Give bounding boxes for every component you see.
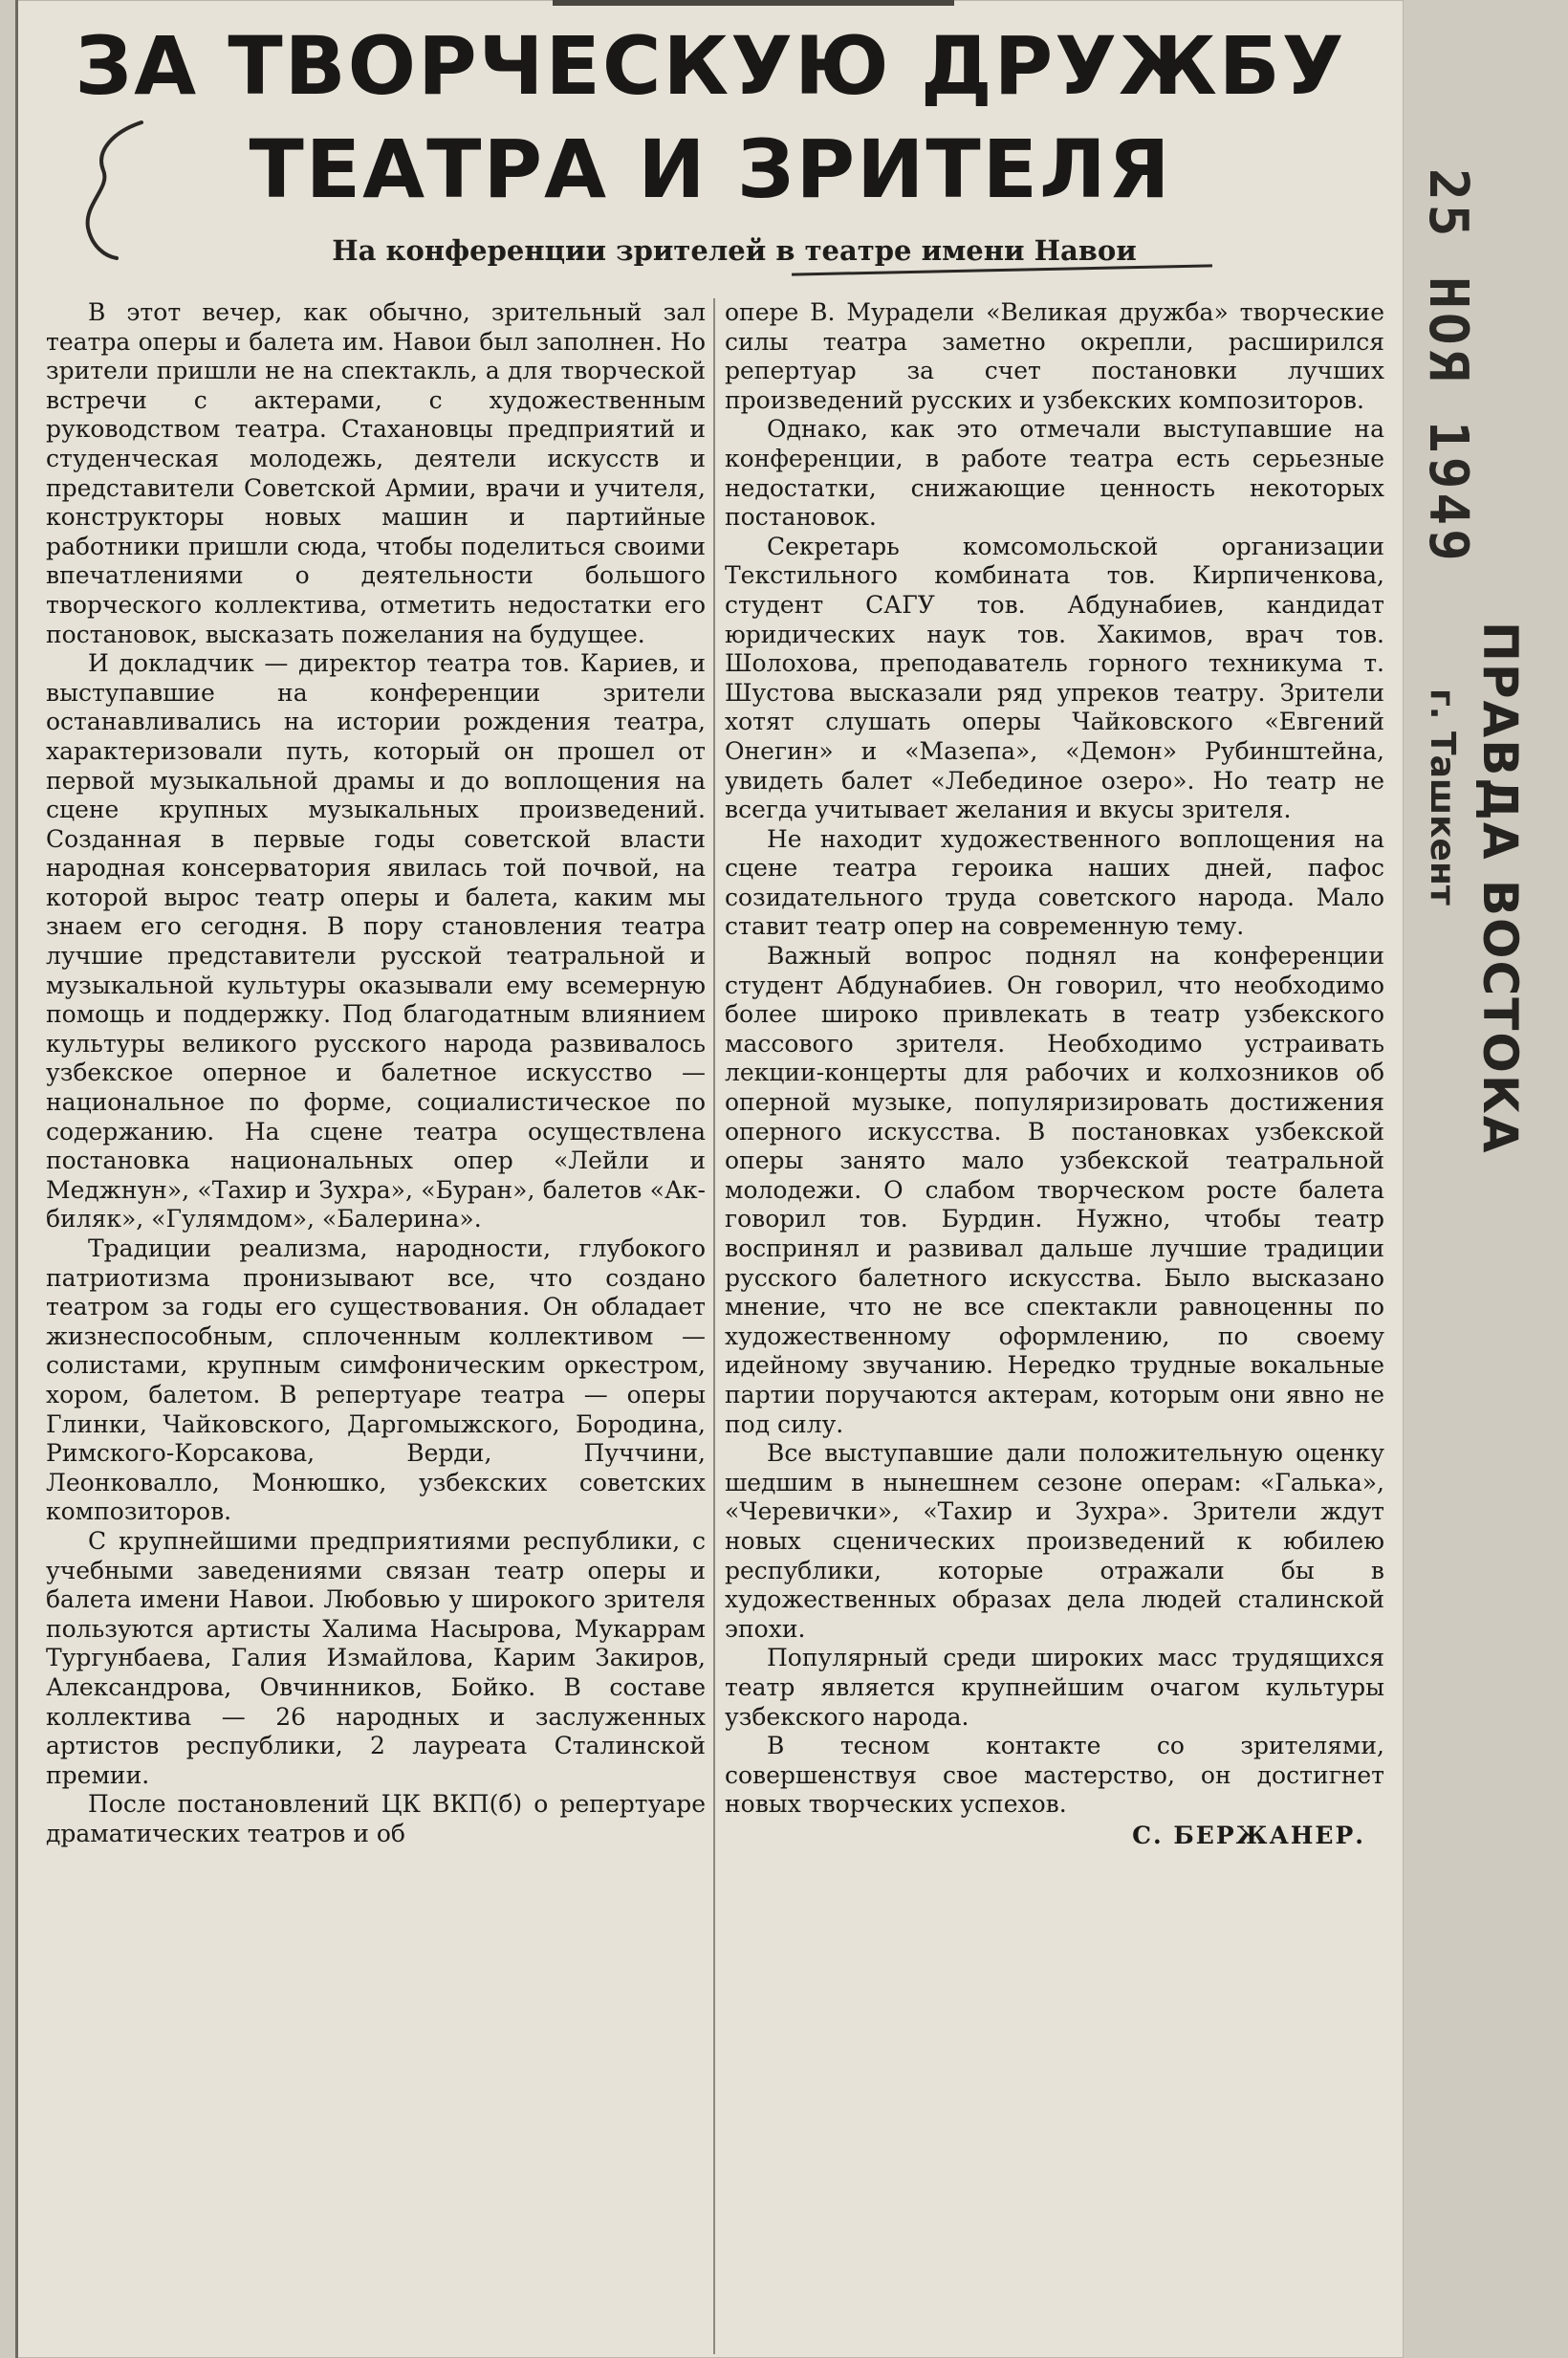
paragraph: С крупнейшими предприятиями республики, с учебными заведениями связан театр оперы и балета имени Навои. Любовью у широкого зрителя пользуются артисты Халима Насырова, Мукаррам Тургунбаева, Галия Измайлова, Карим Закиров, Александрова, Овчинников, Бойко. В составе коллектива — 26 народных и заслуженных артистов республики, 2 лауреата Сталинской премии. <box>46 1526 706 1789</box>
paragraph: Секретарь комсомольской организации Текстильного комбината тов. Кирпиченкова, студент САГУ тов. Абдунабиев, кандидат юридических наук тов. Хакимов, врач тов. Шолохова, преподаватель горного техникума т. Шустова высказали ряд упреков театру. Зрители хотят слушать оперы Чайковского «Евгений Онегин» и «Мазепа», «Демон» Рубинштейна, увидеть балет «Лебединое озеро». Но театр не всегда учитывает желания и вкусы зрителя. <box>725 532 1384 824</box>
author-signature: С. БЕРЖАНЕР. <box>1132 1821 1365 1849</box>
newspaper-clipping <box>17 0 1404 2358</box>
headline-line-1: ЗА ТВОРЧЕСКУЮ ДРУЖБУ <box>75 19 1346 113</box>
top-rule <box>553 0 954 6</box>
headline-line-2: ТЕАТРА И ЗРИТЕЛЯ <box>249 122 1172 216</box>
paragraph: Важный вопрос поднял на конференции студент Абдунабиев. Он говорил, что необходимо более широко привлекать в театр узбекского массового зрителя. Необходимо устраивать лекции-концерты для рабочих и колхозников об оперной музыке, популяризировать достижения оперного искусства. В постановках узбекской оперы занято мало узбекской театральной молодежи. О слабом творческом росте балета говорил тов. Бурдин. Нужно, чтобы театр воспринял и развивал дальше лучшие традиции русского балетного искусства. Было высказано мнение, что не все спектакли равноценны по художественному оформлению, по своему идейному звучанию. Нередко трудные вокальные партии поручаются актерам, которым они явно не под силу. <box>725 942 1384 1438</box>
column-divider <box>713 298 715 2354</box>
paragraph: Популярный среди широких масс трудящихся театр является крупнейшим очагом культуры узбекского народа. <box>725 1644 1384 1731</box>
right-column <box>725 298 1384 1850</box>
paragraph: Не находит художественного воплощения на сцене театра героика наших дней, пафос созидательного труда советского народа. Мало ставит театр опер на современную тему. <box>725 824 1384 941</box>
newspaper-name-stamp: ПРАВДА ВОСТОКА <box>1472 622 1528 1155</box>
left-column <box>46 298 706 1848</box>
paragraph: Все выступавшие дали положительную оценку шедшим в нынешнем сезоне операм: «Галька», «Черевички», «Тахир и Зухра». Зрители ждут новых сценических произведений к юбилею республики, которые отражали бы в художественных образах дела людей сталинской эпохи. <box>725 1439 1384 1643</box>
paragraph: Традиции реализма, народности, глубокого патриотизма пронизывают все, что создано театром за годы его существования. Он обладает жизнеспособным, сплоченным коллективом — солистами, крупным симфоническим оркестром, хором, балетом. В репертуаре театра — оперы Глинки, Чайковского, Даргомыжского, Бородина, Римского-Корсакова, Верди, Пуччини, Леонковалло, Монюшко, узбекских советских композиторов. <box>46 1234 706 1526</box>
subheading: На конференции зрителей в театре имени Навои <box>332 234 1137 267</box>
city-stamp: г. Ташкент <box>1423 688 1462 906</box>
paragraph: И докладчик — директор театра тов. Кариев, и выступавшие на конференции зрители останавливались на истории рождения театра, характеризовали путь, который он прошел от первой музыкальной драмы и до воплощения на сцене крупных музыкальных произведений. Созданная в первые годы советской власти народная консерватория явилась той почвой, на которой вырос театр оперы и балета, каким мы знаем его сегодня. В пору становления театра лучшие представители русской театральной и музыкальной культуры оказывали ему всемерную помощь и поддержку. Под благодатным влиянием культуры великого русского народа развивалось узбекское оперное и балетное искусство — национальное по форме, социалистическое по содержанию. На сцене театра осуществлена постановка национальных опер «Лейли и Меджнун», «Тахир и Зухра», «Буран», балетов «Ак-биляк», «Гулямдом», «Балерина». <box>46 649 706 1234</box>
paragraph: После постановлений ЦК ВКП(б) о репертуаре драматических театров и об <box>46 1790 706 1847</box>
paragraph-continuation: опере В. Мурадели «Великая дружба» творческие силы театра заметно окрепли, расширился репертуар за счет постановки лучших произведений русских и узбекских композиторов. <box>725 298 1384 414</box>
date-stamp: 25 НОЯ 1949 <box>1417 168 1479 565</box>
paragraph: В этот вечер, как обычно, зрительный зал театра оперы и балета им. Навои был заполнен. Но зрители пришли не на спектакль, а для творческой встречи с актерами, с художественным руководством театра. Стахановцы предприятий и студенческая молодежь, деятели искусств и представители Советской Армии, врачи и учителя, конструкторы новых машин и партийные работники пришли сюда, чтобы поделиться своими впечатлениями о деятельности большого творческого коллектива, отметить недостатки его постановок, высказать пожелания на будущее. <box>46 298 706 648</box>
paragraph: В тесном контакте со зрителями, совершенствуя свое мастерство, он достигнет новых творческих успехов. <box>725 1732 1384 1819</box>
paragraph: Однако, как это отмечали выступавшие на конференции, в работе театра есть серьезные недостатки, снижающие ценность некоторых постановок. <box>725 415 1384 532</box>
